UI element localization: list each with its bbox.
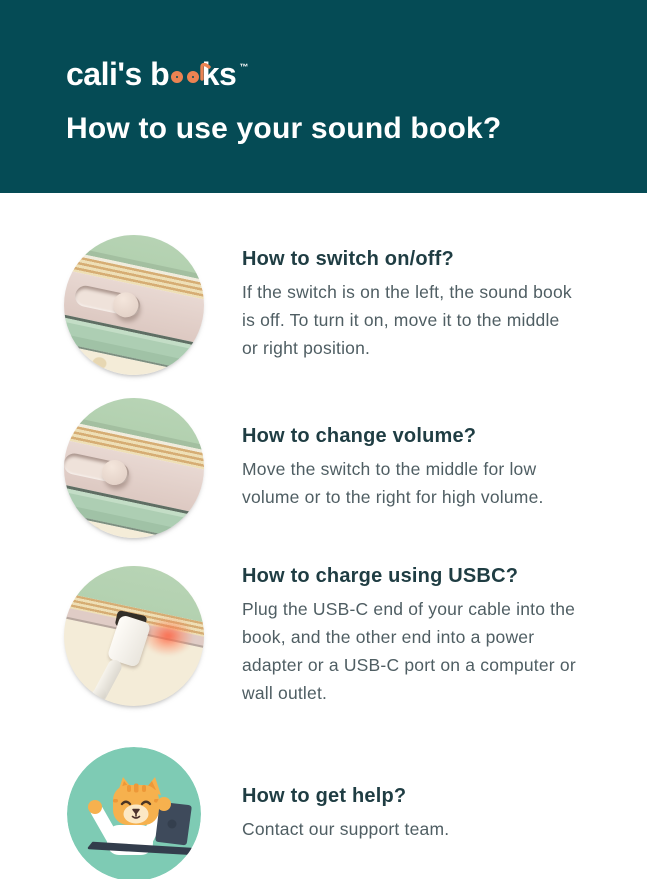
section-heading: How to charge using USBC? xyxy=(242,565,519,587)
section-body: If the switch is on the left, the sound book is off. To turn it on, move it to the middle or right position. xyxy=(242,282,572,358)
logo-text-right: ks xyxy=(201,56,237,92)
switch-knob xyxy=(100,458,130,488)
section-heading: How to change volume? xyxy=(242,425,477,447)
book-switch-image xyxy=(64,398,204,538)
switch-knob xyxy=(111,290,141,320)
volume-photo xyxy=(64,398,204,538)
section-body: Move the switch to the middle for low volume or to the right for high volume. xyxy=(242,459,544,507)
section-heading: How to switch on/off? xyxy=(242,248,454,270)
section-text xyxy=(242,425,544,511)
page-title: How to use your sound book? xyxy=(66,112,502,145)
charging-photo xyxy=(64,566,204,706)
help-illustration xyxy=(64,744,204,879)
switch-slot xyxy=(64,452,131,486)
section-text xyxy=(242,248,572,362)
logo-music-note-icon xyxy=(187,71,199,83)
brand-logo xyxy=(66,56,627,92)
section-text xyxy=(242,565,576,707)
book-edge-illustration xyxy=(64,398,204,538)
section-text xyxy=(242,785,449,843)
trademark-symbol: ™ xyxy=(239,61,248,72)
section-heading: How to get help? xyxy=(242,785,407,807)
section-change-volume xyxy=(0,398,647,538)
charging-led-glow xyxy=(142,616,194,656)
content xyxy=(0,193,647,879)
cat-with-laptop-icon xyxy=(67,747,201,879)
book-edge-illustration xyxy=(64,235,204,375)
section-charge-usbc xyxy=(0,565,647,707)
section-body: Contact our support team. xyxy=(242,819,450,839)
cat-laptop-image xyxy=(67,747,201,879)
logo-text-left: cali's b xyxy=(66,56,170,92)
logo-o-icon xyxy=(171,71,183,83)
switch-slot xyxy=(73,284,142,318)
usb-charging-image xyxy=(64,566,204,706)
section-get-help xyxy=(0,744,647,879)
section-body: Plug the USB-C end of your cable into the book, and the other end into a power adapter or a USB-C port on a computer or wall outlet. xyxy=(242,599,576,703)
switch-photo xyxy=(64,235,204,375)
header xyxy=(0,0,647,193)
section-switch-on-off xyxy=(0,235,647,375)
book-switch-image xyxy=(64,235,204,375)
